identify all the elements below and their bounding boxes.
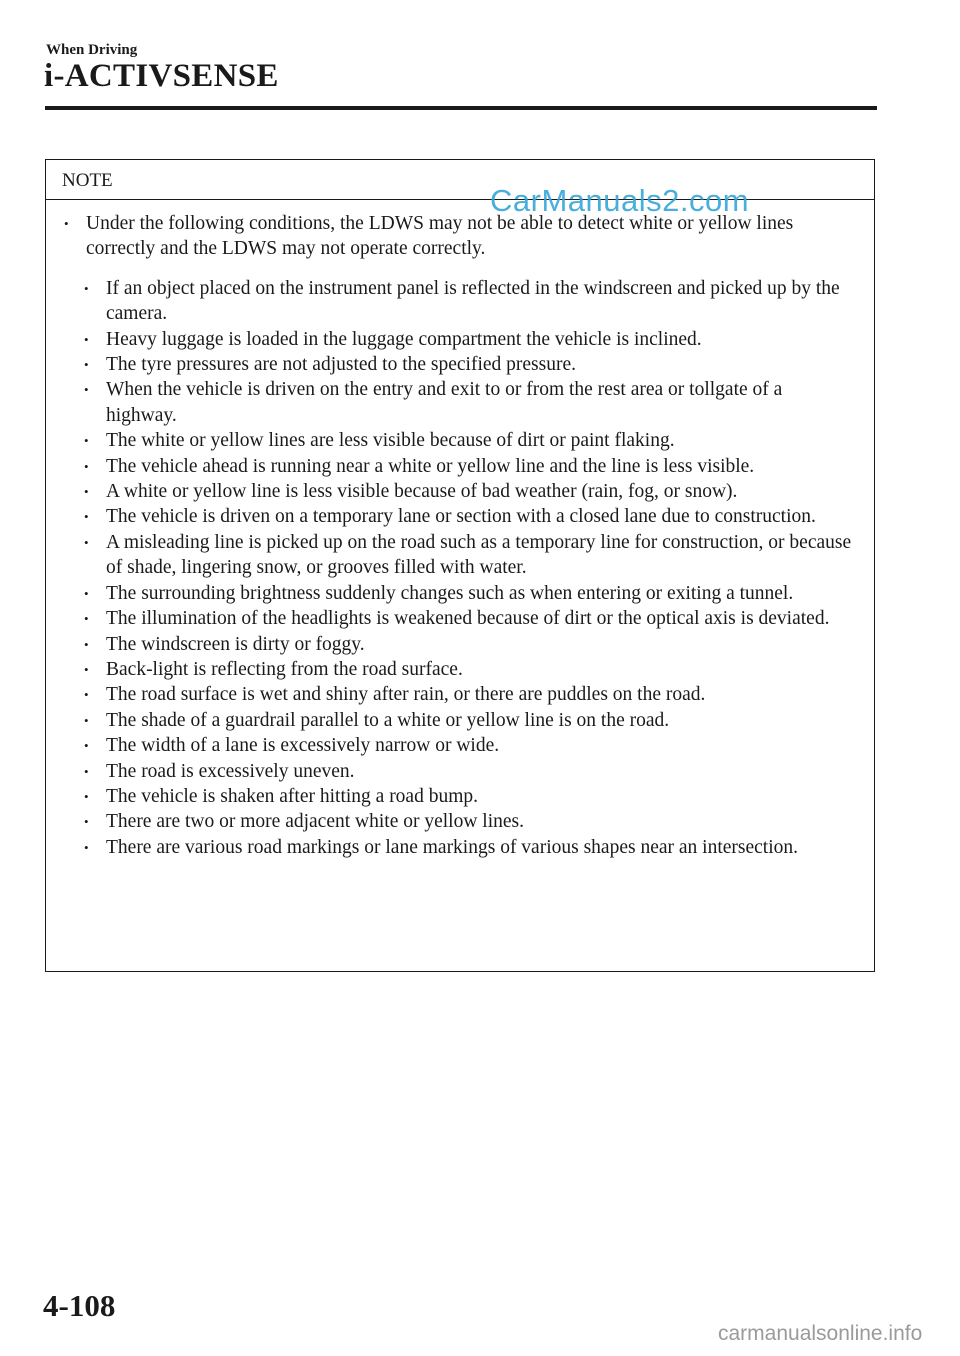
list-item: [64, 276, 864, 327]
condition-text: There are various road markings or lane markings of various shapes near an intersection.: [106, 836, 799, 858]
condition-text: When the vehicle is driven on the entry and exit to or from the rest area or tollgate of a highway.: [106, 379, 783, 426]
list-item: [64, 581, 864, 606]
condition-text: The vehicle is driven on a temporary lane or section with a closed lane due to construction.: [106, 506, 816, 528]
list-item: [64, 606, 864, 631]
chapter-title: i-ACTIVSENSE: [44, 58, 279, 94]
list-item: [64, 708, 864, 733]
list-item: [64, 352, 864, 377]
condition-text: A white or yellow line is less visible because of bad weather (rain, fog, or snow).: [106, 481, 738, 503]
condition-text: Back-light is reflecting from the road surface.: [106, 658, 463, 680]
bullet-icon: •: [84, 534, 89, 550]
list-item: [64, 504, 864, 529]
list-item: [64, 835, 864, 860]
list-item: [64, 809, 864, 834]
header-rule: [45, 106, 877, 110]
condition-text: The road surface is wet and shiny after rain, or there are puddles on the road.: [106, 684, 706, 706]
condition-text: The tyre pressures are not adjusted to the specified pressure.: [106, 354, 576, 376]
condition-text: Heavy luggage is loaded in the luggage compartment the vehicle is inclined.: [106, 328, 702, 350]
list-item: [64, 657, 864, 682]
condition-list: [64, 276, 864, 860]
note-intro-text: Under the following conditions, the LDWS may not be able to detect white or yellow lines correctly and the LDWS may not operate correctly.: [86, 213, 794, 260]
condition-text: There are two or more adjacent white or yellow lines.: [106, 811, 525, 833]
condition-text: The illumination of the headlights is weakened because of dirt or the optical axis is deviated.: [106, 608, 830, 630]
condition-text: The road is excessively uneven.: [106, 760, 355, 782]
list-item: [64, 784, 864, 809]
note-box: [45, 159, 875, 972]
bullet-icon: •: [84, 433, 89, 449]
bullet-icon: •: [84, 611, 89, 627]
list-item: [64, 682, 864, 707]
list-item: [64, 479, 864, 504]
condition-text: The width of a lane is excessively narrow or wide.: [106, 735, 500, 757]
bullet-icon: •: [84, 509, 89, 525]
note-title: NOTE: [46, 160, 874, 200]
condition-text: The shade of a guardrail parallel to a white or yellow line is on the road.: [106, 709, 670, 731]
bullet-icon: •: [84, 661, 89, 677]
list-item: [64, 377, 864, 428]
condition-text: If an object placed on the instrument panel is reflected in the windscreen and picked up by the camera.: [106, 277, 840, 325]
condition-text: The white or yellow lines are less visible because of dirt or paint flaking.: [106, 430, 675, 452]
list-item: [64, 327, 864, 352]
list-item: [64, 454, 864, 479]
section-label: When Driving: [46, 42, 138, 58]
list-item: [64, 759, 864, 784]
bullet-icon: •: [64, 216, 69, 231]
bullet-icon: •: [84, 357, 89, 373]
bullet-icon: •: [84, 280, 89, 296]
bullet-icon: •: [84, 636, 89, 652]
bullet-icon: •: [84, 382, 89, 398]
condition-text: The surrounding brightness suddenly changes such as when entering or exiting a tunnel.: [106, 582, 794, 604]
page-number: 4-108: [43, 1288, 116, 1323]
bullet-icon: •: [84, 814, 89, 830]
condition-text: The vehicle is shaken after hitting a road bump.: [106, 785, 479, 807]
bullet-icon: •: [84, 712, 89, 728]
watermark-logo: CarManuals2.com: [490, 183, 750, 218]
bullet-icon: •: [84, 458, 89, 474]
footer-watermark: carmanualsonline.info: [718, 1322, 923, 1345]
condition-text: The vehicle ahead is running near a white or yellow line and the line is less visible.: [106, 455, 755, 477]
bullet-icon: •: [84, 687, 89, 703]
condition-text: A misleading line is picked up on the road such as a temporary line for construction, or because of shade, lingering snow, or grooves filled with water.: [106, 531, 852, 579]
bullet-icon: •: [84, 839, 89, 855]
list-item: [64, 428, 864, 453]
bullet-icon: •: [84, 484, 89, 500]
bullet-icon: •: [84, 763, 89, 779]
list-item: [64, 733, 864, 758]
list-item: [64, 632, 864, 657]
note-body: [46, 200, 874, 860]
list-item: [64, 530, 864, 581]
bullet-icon: •: [84, 738, 89, 754]
bullet-icon: •: [84, 585, 89, 601]
condition-text: The windscreen is dirty or foggy.: [106, 633, 365, 655]
bullet-icon: •: [84, 331, 89, 347]
bullet-icon: •: [84, 788, 89, 804]
